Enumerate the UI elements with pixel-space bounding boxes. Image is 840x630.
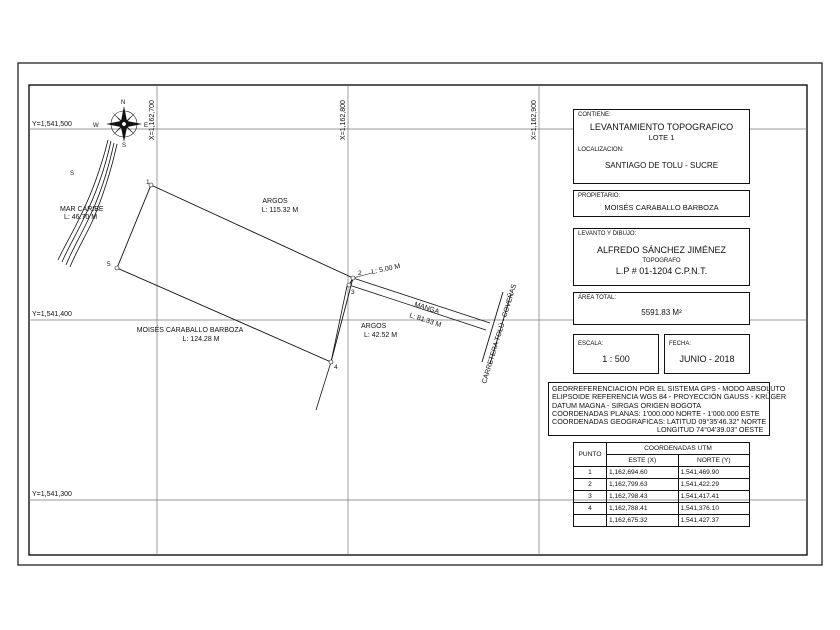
utm-table	[573, 442, 750, 527]
point-label-5: 5	[107, 261, 111, 268]
fecha-label: FECHA:	[669, 341, 692, 347]
location-value: SANTIAGO DE TOLU - SUCRE	[604, 161, 719, 170]
drawing-sheet	[0, 62, 840, 568]
georef-note	[548, 382, 787, 436]
coastline	[58, 140, 117, 267]
cell-norte: 1,541,427.37	[678, 515, 750, 527]
table-row	[574, 491, 750, 503]
grid-label-y-400: Y=1,541,400	[32, 311, 72, 318]
area-label: ÁREA TOTAL:	[578, 295, 617, 301]
georef-line-4: COORDENADAS PLANAS: 1'000.000 NORTE - 1'000.000 ESTE	[552, 408, 760, 418]
point-label-2: 2	[358, 270, 362, 277]
sheet-title: LEVANTAMIENTO TOPOGRAFICO	[589, 122, 734, 132]
side-length-argos-south: L: 42.52 M	[364, 332, 398, 339]
contiene-label: CONTIENE:	[578, 112, 611, 118]
escala-box	[573, 334, 659, 374]
grid-label-y-300: Y=1,541,300	[32, 491, 72, 498]
propietario-label: PROPIETARIO:	[578, 193, 621, 199]
coast-s-label: S	[70, 171, 75, 177]
vertex-4	[329, 360, 333, 364]
georef-line-1: GEORREFERENCIACION POR EL SISTEMA GPS - MODO ABSOLUTO	[552, 384, 786, 393]
cell-punto: 4	[574, 503, 607, 515]
cell-norte: 1,541,376.10	[678, 503, 750, 515]
cell-punto: 1	[574, 467, 607, 479]
cell-este: 1,162,798.43	[607, 491, 679, 503]
compass-e: E	[144, 123, 149, 129]
grid-label-y-500: Y=1,541,500	[32, 121, 72, 128]
leader-5m	[353, 273, 372, 278]
levanto-label: LEVANTO Y DIBUJO:	[578, 231, 637, 237]
propietario-box	[573, 190, 750, 217]
north-arrow-icon	[106, 106, 142, 142]
compass-s: S	[122, 143, 127, 149]
fecha-box	[664, 334, 750, 374]
bottom-margin	[0, 568, 840, 630]
scale-value: 1 : 500	[602, 354, 630, 364]
surveyor-role: TOPOGRAFO	[642, 258, 681, 264]
owner-name: MOISÉS CARABALLO BARBOZA	[604, 203, 719, 212]
side-length-mar-caribe: L: 46.70 M	[64, 214, 98, 221]
side-label-mar-caribe: MAR CARIBE	[60, 206, 104, 213]
vertex-3	[347, 283, 351, 287]
georef-line-6: LONGITUD 74°04'39.03" OESTE	[657, 425, 764, 435]
grid-label-x-800: X=1,162,800	[340, 100, 347, 140]
lot-label: LOTE 1	[648, 133, 675, 142]
localizacion-label: LOCALIZACION:	[578, 147, 624, 153]
road-label: CARRETERA TOLÚ - COVEÑAS	[481, 283, 519, 385]
area-box	[573, 292, 750, 325]
table-row	[574, 515, 750, 527]
top-margin	[0, 0, 840, 62]
cell-este: 1,162,675.32	[607, 515, 679, 527]
point-label-3: 3	[351, 289, 355, 296]
vertex-markers	[115, 183, 355, 364]
side-label-moises: MOISÉS CARABALLO BARBOZA	[136, 327, 244, 334]
col-header-este: ESTE (X)	[607, 455, 679, 467]
cell-este: 1,162,788.41	[607, 503, 679, 515]
cell-punto: 2	[574, 479, 607, 491]
argos-side	[331, 286, 347, 362]
utm-table-container	[573, 442, 750, 527]
cell-norte: 1,541,417.41	[678, 491, 750, 503]
cell-punto: 3	[574, 491, 607, 503]
side-label-argos-north: ARGOS	[262, 198, 288, 205]
side-length-argos-north: L: 115.32 M	[261, 207, 299, 214]
table-row	[574, 479, 750, 491]
surveyor-name: ALFREDO SÁNCHEZ JIMÉNEZ	[596, 245, 726, 255]
levanto-box	[573, 228, 750, 286]
table-row	[574, 503, 750, 515]
cell-punto	[574, 515, 607, 527]
vertex-5	[115, 266, 119, 270]
col-header-punto: PUNTO	[574, 443, 607, 467]
argos-extension	[316, 362, 331, 410]
col-header-norte: NORTE (Y)	[678, 455, 750, 467]
georef-line-3: DATUM MAGNA - SIRGAS ORIGEN BOGOTA	[552, 400, 702, 410]
date-value: JUNIO - 2018	[679, 354, 735, 364]
lot-boundary	[117, 185, 353, 362]
area-value: 5591.83 M²	[641, 308, 682, 317]
table-row	[574, 467, 750, 479]
compass-w: W	[93, 123, 99, 129]
side-label-manga: MANGA	[413, 301, 440, 316]
side-label-argos-south: ARGOS	[361, 323, 387, 330]
side-length-moises: L: 124.28 M	[182, 336, 220, 343]
side-length-manga: L: 81.33 M	[408, 312, 443, 330]
point-label-1: 1	[146, 179, 150, 186]
cell-norte: 1,541,422.29	[678, 479, 750, 491]
compass-n: N	[121, 100, 126, 106]
grid-label-x-700: X=1,162,700	[149, 100, 156, 140]
cell-norte: 1,541,469.90	[678, 467, 750, 479]
point-label-4: 4	[334, 364, 338, 371]
georef-line-2: ELIPSOIDE REFERENCIA WGS 84 - PROYECCIÓN GAUSS - KRÜGER	[552, 392, 787, 402]
cell-este: 1,162,799.63	[607, 479, 679, 491]
cell-este: 1,162,694.60	[607, 467, 679, 479]
georef-line-5: COORDENADAS GEOGRAFICAS: LATITUD 09°35'46.32" NORTE	[552, 417, 767, 427]
surveyor-license: L.P # 01-1204 C.P.N.T.	[615, 266, 708, 276]
table-title: COORDENADAS UTM	[607, 443, 750, 455]
vertex-2	[351, 276, 355, 280]
escala-label: ESCALA:	[578, 341, 604, 347]
grid-label-x-900: X=1,162,900	[531, 100, 538, 140]
contiene-box	[573, 109, 750, 184]
side-label-5m: L: 5.00 M	[370, 263, 401, 276]
